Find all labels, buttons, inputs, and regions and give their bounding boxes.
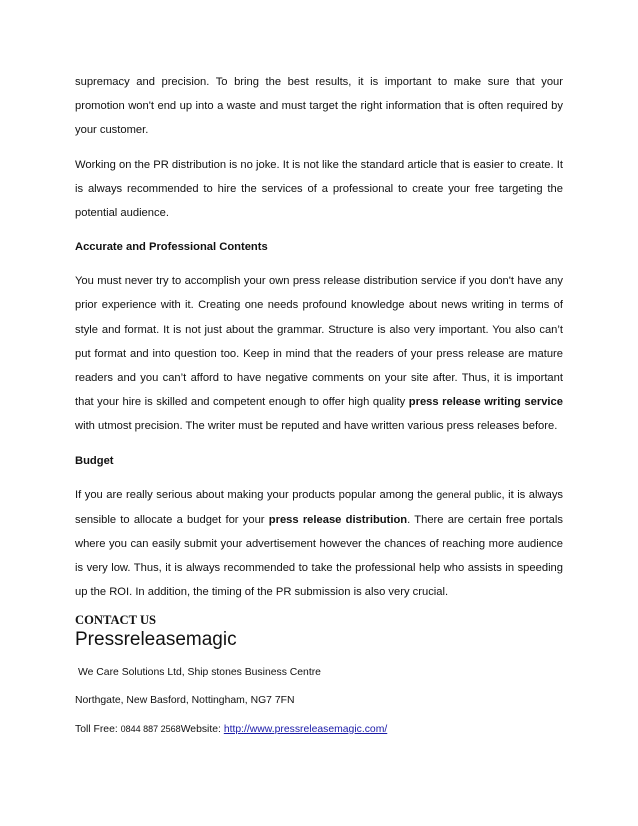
- text-segment: . There are certain free portals where you can easily submit your advertisement however the chances of reaching more audience is very low. Thus, it is always recommended to take the professional help who assists in speeding up the ROI. In addition, the timing of the PR submission is also very crucial.: [75, 513, 563, 599]
- text-segment: with utmost precision. The writer must be reputed and have written various press releases before.: [75, 420, 558, 433]
- toll-free-number: 0844 887 2568: [120, 723, 181, 734]
- bold-phrase-writing-service: press release writing service: [408, 396, 563, 409]
- brand-name: Pressreleasemagic: [75, 628, 237, 650]
- bold-phrase-distribution: press release distribution: [268, 513, 408, 526]
- text-segment: If you are really serious about making your products popular among the: [75, 488, 437, 501]
- paragraph-promotion: supremacy and precision. To bring the best results, it is important to make sure that your promotion won't end up into a waste and must target the right information that is often required by your customer.: [75, 76, 563, 137]
- toll-free-label: Toll Free:: [75, 723, 121, 735]
- small-phrase-general-public: general public: [436, 489, 502, 501]
- heading-accurate-contents: Accurate and Professional Contents: [75, 241, 268, 254]
- toll-free-line: [75, 722, 563, 737]
- paragraph-experience: [75, 269, 563, 438]
- address-line-1: We Care Solutions Ltd, Ship stones Business Centre: [78, 666, 321, 678]
- paragraph-budget: [75, 483, 563, 605]
- website-label: Website:: [180, 723, 224, 735]
- website-link[interactable]: http://www.pressreleasemagic.com/: [223, 723, 388, 735]
- document-page: [75, 70, 563, 737]
- text-segment: You must never try to accomplish your own press release distribution service if you don't have any prior experience with it. Creating one needs profound knowledge about news writing in terms of style and format. It is not just about the grammar. Structure is also very important. You also can’t put format and into question too. Keep in mind that the readers of your press release are mature readers and you can’t afford to have negative comments on your site after. Thus, it is important that your hire is skilled and competent enough to offer high quality: [75, 275, 563, 409]
- paragraph-pr-distribution: Working on the PR distribution is no joke. It is not like the standard article that is easier to create. It is always recommended to hire the services of a professional to create your free targeting the potential audience.: [75, 158, 563, 220]
- heading-budget: Budget: [75, 454, 114, 467]
- contact-us-label: CONTACT US: [75, 612, 157, 627]
- address-line-2: Northgate, New Basford, Nottingham, NG7 7FN: [75, 694, 295, 706]
- text-segment: , it is always sensible to allocate a budget for your: [75, 488, 564, 526]
